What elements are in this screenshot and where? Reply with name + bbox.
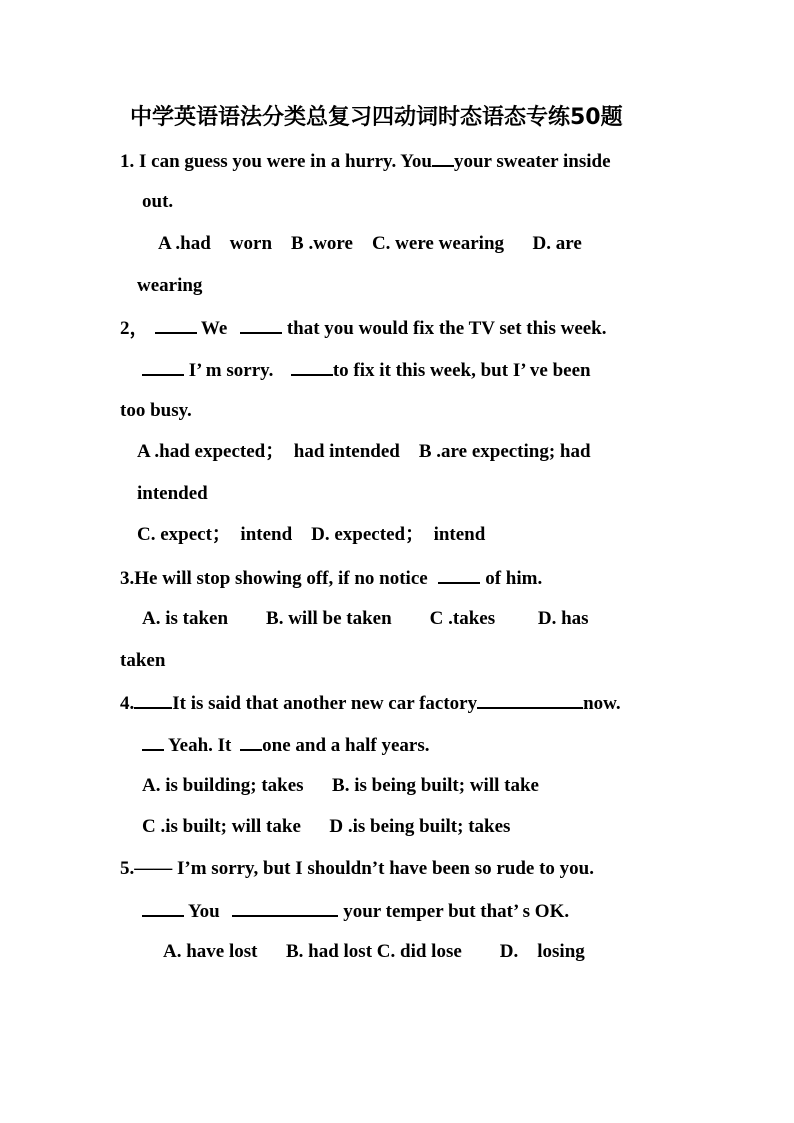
question-2-reply-part-1: I’ m sorry. bbox=[184, 360, 283, 381]
question-4-reply-part-2: one and a half years. bbox=[262, 735, 430, 756]
question-5-options: A. have lost B. had lost C. did lose D. losing bbox=[163, 941, 585, 962]
question-1-line-1 bbox=[120, 148, 611, 174]
question-4-stem-part-1: It is said that another new car factory bbox=[172, 693, 478, 714]
answer-blank bbox=[291, 357, 333, 376]
question-5-line-1: 5.—— I’m sorry, but I shouldn’t have been so rude to you. bbox=[120, 858, 594, 879]
question-1-number: 1. bbox=[120, 151, 135, 172]
question-1-options-line-2: wearing bbox=[137, 275, 203, 296]
answer-blank bbox=[240, 315, 282, 334]
question-2-stem-part-1: We bbox=[196, 318, 233, 339]
question-2-stem-part-2: that you would fix the TV set this week. bbox=[282, 318, 607, 339]
question-3-options-line-2: taken bbox=[120, 650, 166, 671]
question-1-stem-part-2: your sweater inside bbox=[453, 151, 611, 172]
answer-blank bbox=[477, 690, 583, 709]
question-4-options-line-2: C .is built; will take D .is being built; takes bbox=[142, 816, 511, 837]
question-3-stem-part-1: 3.He will stop showing off, if no notice bbox=[120, 568, 433, 589]
dialogue-dash bbox=[142, 904, 184, 917]
page-title: 中学英语语法分类总复习四动词时态语态专练50题 bbox=[130, 105, 623, 130]
question-4-stem-part-2: now. bbox=[583, 693, 621, 714]
question-1-options-line-1: A .had worn B .wore C. were wearing D. are bbox=[158, 233, 582, 254]
question-5-reply-part-2: your temper but that’ s OK. bbox=[338, 901, 570, 922]
dialogue-dash bbox=[142, 363, 184, 376]
question-2-line-1 bbox=[120, 315, 607, 341]
question-4-reply-part-1: Yeah. It bbox=[164, 735, 237, 756]
dialogue-dash bbox=[142, 738, 164, 751]
question-2-number: 2， bbox=[120, 318, 149, 339]
question-5-reply-part-1: You bbox=[184, 901, 225, 922]
question-3-options-line-1: A. is taken B. will be taken C .takes D. has bbox=[142, 608, 589, 629]
answer-blank bbox=[438, 565, 480, 584]
question-2-options-line-1: A .had expected； had intended B .are expecting; had bbox=[137, 441, 591, 462]
question-3-stem-part-2: of him. bbox=[480, 568, 543, 589]
question-1-line-2: out. bbox=[142, 191, 174, 212]
question-2-options-line-2: intended bbox=[137, 483, 208, 504]
answer-blank bbox=[432, 148, 454, 167]
question-4-line-1 bbox=[120, 690, 621, 716]
dialogue-dash bbox=[155, 321, 197, 334]
question-2-line-3: too busy. bbox=[120, 400, 192, 421]
question-4-options-line-1: A. is building; takes B. is being built; will take bbox=[142, 775, 539, 796]
question-2-line-2 bbox=[142, 357, 591, 383]
question-4-number: 4. bbox=[120, 693, 135, 714]
answer-blank bbox=[232, 898, 338, 917]
question-1-stem-part-1: I can guess you were in a hurry. You bbox=[134, 151, 432, 172]
answer-blank bbox=[240, 732, 262, 751]
question-4-line-2 bbox=[142, 732, 429, 758]
question-5-line-2 bbox=[142, 898, 569, 924]
question-2-options-line-3: C. expect； intend D. expected； intend bbox=[137, 524, 486, 545]
dialogue-dash bbox=[134, 696, 172, 709]
question-3-line-1 bbox=[120, 565, 542, 591]
question-2-reply-part-2: to fix it this week, but I’ ve been bbox=[332, 360, 591, 381]
